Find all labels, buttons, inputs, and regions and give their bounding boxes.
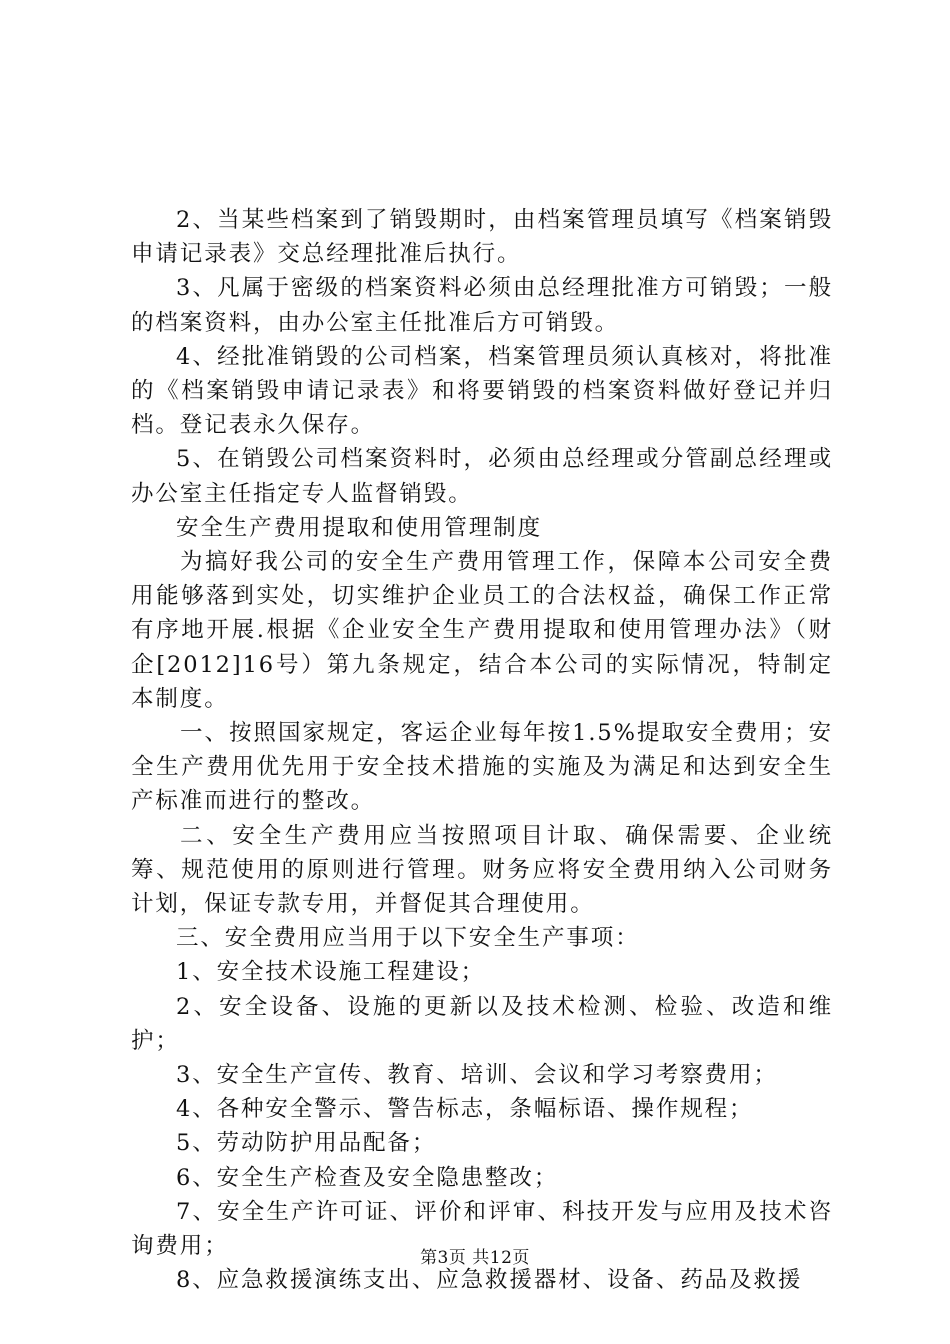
section-title-safety-fee-policy: 安全生产费用提取和使用管理制度 <box>176 514 543 541</box>
list-item-usage-3: 3、安全生产宣传、教育、培训、会议和学习考察费用； <box>176 1062 778 1089</box>
list-item-usage-1: 1、安全技术设施工程建设； <box>176 959 486 986</box>
paragraph-classified-archive-approval: 3、凡属于密级的档案资料必须由总经理批准方可销毁；一般的档案资料，由办公室主任批准后方可销毁。 <box>131 275 833 336</box>
document-body <box>131 203 833 1298</box>
paragraph-item-three-usage-scope: 三、安全费用应当用于以下安全生产事项： <box>176 925 640 952</box>
paragraph-archive-destruction-application: 2、当某些档案到了销毁期时，由档案管理员填写《档案销毁申请记录表》交总经理批准后执行。 <box>131 207 833 268</box>
paragraph-item-two-management-principle: 二、安全生产费用应当按照项目计取、确保需要、企业统筹、规范使用的原则进行管理。财务应将安全费用纳入公司财务计划，保证专款专用，并督促其合理使用。 <box>131 822 833 918</box>
list-item-usage-4: 4、各种安全警示、警告标志，条幅标语、操作规程； <box>176 1096 754 1123</box>
paragraph-destruction-registration: 4、经批准销毁的公司档案，档案管理员须认真核对，将批准的《档案销毁申请记录表》和将要销毁的档案资料做好登记并归档。登记表永久保存。 <box>131 343 833 439</box>
paragraph-policy-purpose: 为搞好我公司的安全生产费用管理工作，保障本公司安全费用能够落到实处，切实维护企业员工的合法权益，确保工作正常有序地开展.根据《企业安全生产费用提取和使用管理办法》（财企[2012]16号）第九条规定，结合本公司的实际情况，特制定本制度。 <box>131 549 833 712</box>
paragraph-item-one-extraction-rate: 一、按照国家规定，客运企业每年按1.5%提取安全费用；安全生产费用优先用于安全技术措施的实施及为满足和达到安全生产标准而进行的整改。 <box>131 720 833 815</box>
list-item-usage-2: 2、安全设备、设施的更新以及技术检测、检验、改造和维护； <box>131 993 833 1054</box>
list-item-usage-5: 5、劳动防护用品配备； <box>176 1130 437 1157</box>
list-item-usage-8: 8、应急救援演练支出、应急救援器材、设备、药品及救援 <box>176 1267 803 1294</box>
paragraph-destruction-supervision: 5、在销毁公司档案资料时，必须由总经理或分管副总经理或办公室主任指定专人监督销毁。 <box>131 446 833 507</box>
list-item-usage-6: 6、安全生产检查及安全隐患整改； <box>176 1164 559 1191</box>
page-number-footer: 第3页 共12页 <box>420 1248 530 1268</box>
list-item-usage-7: 7、安全生产许可证、评价和评审、科技开发与应用及技术咨询费用； <box>131 1198 833 1260</box>
